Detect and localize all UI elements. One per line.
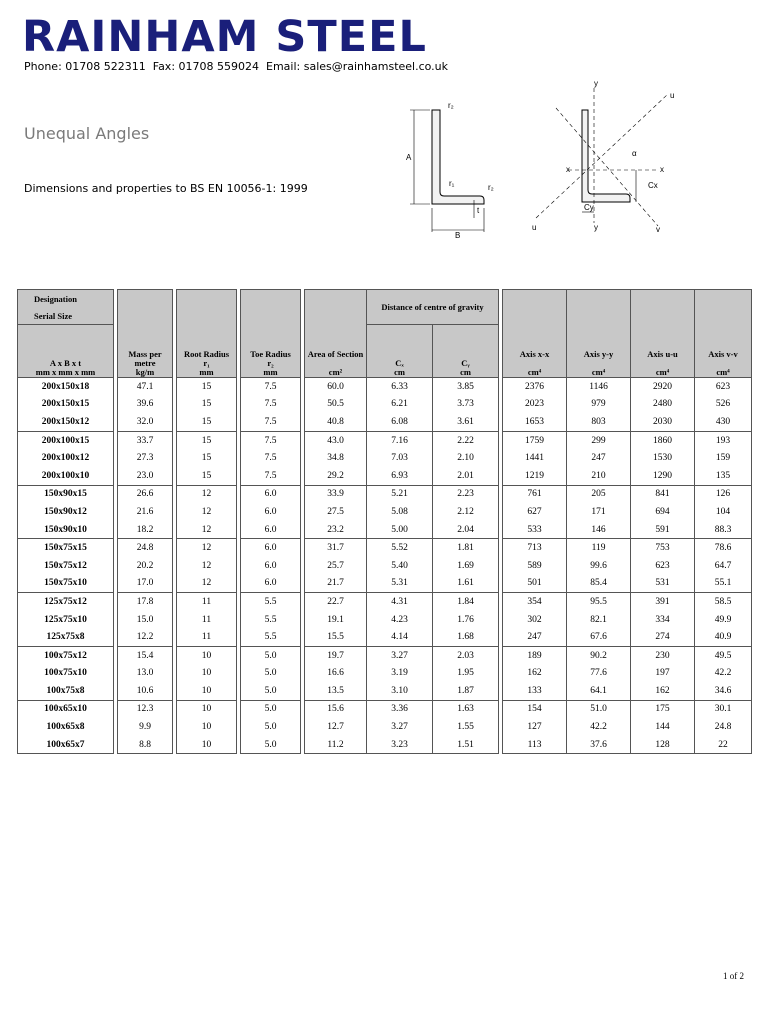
value-cell: 12.7 xyxy=(305,718,367,736)
value-cell: 6.0 xyxy=(241,485,301,503)
value-cell: 12 xyxy=(177,521,237,539)
value-cell: 11 xyxy=(177,593,237,611)
designation-cell: 100x65x10 xyxy=(18,700,114,718)
value-cell: 354 xyxy=(503,593,567,611)
table-row xyxy=(18,539,752,557)
cx-header: Cₓ cm xyxy=(367,325,433,378)
value-cell: 4.14 xyxy=(367,628,433,646)
value-cell: 128 xyxy=(631,736,695,754)
serial-size-header: Serial Size xyxy=(18,308,114,325)
value-cell: 82.1 xyxy=(567,611,631,629)
axes-diagram xyxy=(528,78,688,238)
value-cell: 31.7 xyxy=(305,539,367,557)
designation-cell: 150x75x10 xyxy=(18,575,114,593)
designation-cell: 100x65x8 xyxy=(18,718,114,736)
value-cell: 2.04 xyxy=(433,521,499,539)
value-cell: 4.31 xyxy=(367,593,433,611)
value-cell: 15 xyxy=(177,413,237,431)
designation-cell: 150x75x15 xyxy=(18,539,114,557)
value-cell: 10 xyxy=(177,682,237,700)
value-cell: 6.08 xyxy=(367,413,433,431)
value-cell: 1146 xyxy=(567,378,631,396)
value-cell: 171 xyxy=(567,503,631,521)
value-cell: 2.22 xyxy=(433,431,499,449)
value-cell: 99.6 xyxy=(567,557,631,575)
value-cell: 533 xyxy=(503,521,567,539)
value-cell: 55.1 xyxy=(695,575,752,593)
value-cell: 85.4 xyxy=(567,575,631,593)
value-cell: 95.5 xyxy=(567,593,631,611)
table-row xyxy=(18,736,752,754)
designation-header: Designation xyxy=(18,290,114,309)
value-cell: 1.81 xyxy=(433,539,499,557)
value-cell: 23.0 xyxy=(118,467,173,485)
value-cell: 13.5 xyxy=(305,682,367,700)
value-cell: 20.2 xyxy=(118,557,173,575)
value-cell: 6.0 xyxy=(241,503,301,521)
value-cell: 15 xyxy=(177,431,237,449)
value-cell: 302 xyxy=(503,611,567,629)
value-cell: 49.5 xyxy=(695,646,752,664)
value-cell: 3.61 xyxy=(433,413,499,431)
value-cell: 1.84 xyxy=(433,593,499,611)
table-row xyxy=(18,431,752,449)
value-cell: 526 xyxy=(695,396,752,414)
value-cell: 162 xyxy=(503,665,567,683)
value-cell: 1759 xyxy=(503,431,567,449)
designation-cell: 200x100x12 xyxy=(18,449,114,467)
value-cell: 12 xyxy=(177,503,237,521)
value-cell: 1.55 xyxy=(433,718,499,736)
value-cell: 299 xyxy=(567,431,631,449)
table-row xyxy=(18,503,752,521)
value-cell: 58.5 xyxy=(695,593,752,611)
designation-cell: 200x100x15 xyxy=(18,431,114,449)
value-cell: 10 xyxy=(177,646,237,664)
axis-xx-header: Axis x-x cm⁴ xyxy=(503,325,567,378)
value-cell: 1653 xyxy=(503,413,567,431)
cy-header: Cᵧ cm xyxy=(433,325,499,378)
axis-uu-header: Axis u-u cm⁴ xyxy=(631,325,695,378)
value-cell: 6.0 xyxy=(241,521,301,539)
axis-u-top-label: u xyxy=(670,91,675,100)
value-cell: 1.76 xyxy=(433,611,499,629)
value-cell: 21.7 xyxy=(305,575,367,593)
value-cell: 7.5 xyxy=(241,467,301,485)
designation-cell: 200x150x12 xyxy=(18,413,114,431)
value-cell: 49.9 xyxy=(695,611,752,629)
value-cell: 15.5 xyxy=(305,628,367,646)
value-cell: 13.0 xyxy=(118,665,173,683)
value-cell: 6.0 xyxy=(241,575,301,593)
value-cell: 4.23 xyxy=(367,611,433,629)
value-cell: 7.5 xyxy=(241,449,301,467)
value-cell: 6.93 xyxy=(367,467,433,485)
value-cell: 29.2 xyxy=(305,467,367,485)
contact-line: Phone: 01708 522311 Fax: 01708 559024 Email: sales@rainhamsteel.co.uk xyxy=(24,60,449,73)
value-cell: 5.0 xyxy=(241,665,301,683)
value-cell: 10 xyxy=(177,700,237,718)
value-cell: 7.5 xyxy=(241,378,301,396)
standard-subtitle: Dimensions and properties to BS EN 10056-1: 1999 xyxy=(24,182,308,195)
value-cell: 88.3 xyxy=(695,521,752,539)
value-cell: 15.6 xyxy=(305,700,367,718)
designation-cell: 100x75x12 xyxy=(18,646,114,664)
value-cell: 22.7 xyxy=(305,593,367,611)
value-cell: 21.6 xyxy=(118,503,173,521)
value-cell: 64.7 xyxy=(695,557,752,575)
page-number: 1 of 2 xyxy=(723,971,744,981)
table-row xyxy=(18,378,752,396)
value-cell: 50.5 xyxy=(305,396,367,414)
value-cell: 47.1 xyxy=(118,378,173,396)
value-cell: 3.27 xyxy=(367,646,433,664)
table-row xyxy=(18,718,752,736)
properties-table-body xyxy=(18,378,752,754)
value-cell: 197 xyxy=(631,665,695,683)
angle-section-diagram xyxy=(400,100,510,240)
value-cell: 1.69 xyxy=(433,557,499,575)
value-cell: 10.6 xyxy=(118,682,173,700)
table-row xyxy=(18,449,752,467)
axis-x-right-label: x xyxy=(660,165,664,174)
value-cell: 162 xyxy=(631,682,695,700)
value-cell: 5.0 xyxy=(241,718,301,736)
value-cell: 334 xyxy=(631,611,695,629)
table-row xyxy=(18,646,752,664)
axis-v-label: v xyxy=(656,225,660,234)
value-cell: 2376 xyxy=(503,378,567,396)
axis-u-bottom-label: u xyxy=(532,223,537,232)
value-cell: 78.6 xyxy=(695,539,752,557)
designation-cell: 150x90x12 xyxy=(18,503,114,521)
value-cell: 753 xyxy=(631,539,695,557)
brand-title: RAINHAM STEEL xyxy=(22,12,427,62)
value-cell: 6.21 xyxy=(367,396,433,414)
value-cell: 33.7 xyxy=(118,431,173,449)
value-cell: 8.8 xyxy=(118,736,173,754)
value-cell: 5.5 xyxy=(241,593,301,611)
value-cell: 3.36 xyxy=(367,700,433,718)
value-cell: 175 xyxy=(631,700,695,718)
angle-outline-axes xyxy=(582,110,630,202)
axis-yy-header: Axis y-y cm⁴ xyxy=(567,325,631,378)
value-cell: 2.23 xyxy=(433,485,499,503)
mass-header: Mass per metre kg/m xyxy=(118,325,173,378)
value-cell: 2.03 xyxy=(433,646,499,664)
value-cell: 135 xyxy=(695,467,752,485)
value-cell: 205 xyxy=(567,485,631,503)
value-cell: 90.2 xyxy=(567,646,631,664)
value-cell: 391 xyxy=(631,593,695,611)
value-cell: 7.03 xyxy=(367,449,433,467)
value-cell: 1.68 xyxy=(433,628,499,646)
value-cell: 3.23 xyxy=(367,736,433,754)
value-cell: 24.8 xyxy=(118,539,173,557)
value-cell: 15 xyxy=(177,467,237,485)
value-cell: 15 xyxy=(177,396,237,414)
axis-y-bottom-label: y xyxy=(594,223,598,232)
alpha-label: α xyxy=(632,149,637,158)
table-row xyxy=(18,628,752,646)
value-cell: 42.2 xyxy=(695,665,752,683)
value-cell: 12.2 xyxy=(118,628,173,646)
value-cell: 3.27 xyxy=(367,718,433,736)
table-row xyxy=(18,700,752,718)
value-cell: 17.8 xyxy=(118,593,173,611)
table-row xyxy=(18,575,752,593)
properties-table xyxy=(17,289,752,754)
value-cell: 25.7 xyxy=(305,557,367,575)
value-cell: 5.08 xyxy=(367,503,433,521)
value-cell: 5.40 xyxy=(367,557,433,575)
cx-label: Cx xyxy=(648,181,658,190)
value-cell: 37.6 xyxy=(567,736,631,754)
value-cell: 1.95 xyxy=(433,665,499,683)
value-cell: 591 xyxy=(631,521,695,539)
value-cell: 5.5 xyxy=(241,611,301,629)
table-row xyxy=(18,665,752,683)
value-cell: 24.8 xyxy=(695,718,752,736)
value-cell: 9.9 xyxy=(118,718,173,736)
value-cell: 1290 xyxy=(631,467,695,485)
value-cell: 127 xyxy=(503,718,567,736)
value-cell: 430 xyxy=(695,413,752,431)
value-cell: 1530 xyxy=(631,449,695,467)
designation-cell: 200x150x18 xyxy=(18,378,114,396)
root-radius-header: Root Radius r₁ mm xyxy=(177,325,237,378)
toe-radius-header: Toe Radius r₂ mm xyxy=(241,325,301,378)
value-cell: 16.6 xyxy=(305,665,367,683)
cy-label: Cy xyxy=(584,203,594,212)
value-cell: 5.52 xyxy=(367,539,433,557)
value-cell: 1.61 xyxy=(433,575,499,593)
value-cell: 159 xyxy=(695,449,752,467)
value-cell: 22 xyxy=(695,736,752,754)
table-row xyxy=(18,611,752,629)
value-cell: 6.33 xyxy=(367,378,433,396)
dim-A-label: A xyxy=(406,153,412,162)
value-cell: 15.0 xyxy=(118,611,173,629)
value-cell: 5.0 xyxy=(241,736,301,754)
value-cell: 5.31 xyxy=(367,575,433,593)
designation-cell: 100x75x8 xyxy=(18,682,114,700)
value-cell: 694 xyxy=(631,503,695,521)
r1-label: r₁ xyxy=(449,179,455,188)
axis-x-left-label: x xyxy=(566,165,570,174)
value-cell: 10 xyxy=(177,665,237,683)
axis-y-top-label: y xyxy=(594,79,598,88)
value-cell: 2.12 xyxy=(433,503,499,521)
axis-vv-header: Axis v-v cm⁴ xyxy=(695,325,752,378)
value-cell: 104 xyxy=(695,503,752,521)
table-row xyxy=(18,682,752,700)
value-cell: 27.5 xyxy=(305,503,367,521)
value-cell: 2.01 xyxy=(433,467,499,485)
dim-B-label: B xyxy=(455,231,461,240)
value-cell: 2480 xyxy=(631,396,695,414)
value-cell: 193 xyxy=(695,431,752,449)
value-cell: 2920 xyxy=(631,378,695,396)
value-cell: 11 xyxy=(177,628,237,646)
value-cell: 12 xyxy=(177,575,237,593)
value-cell: 531 xyxy=(631,575,695,593)
value-cell: 12 xyxy=(177,485,237,503)
value-cell: 10 xyxy=(177,718,237,736)
value-cell: 1860 xyxy=(631,431,695,449)
value-cell: 11 xyxy=(177,611,237,629)
value-cell: 146 xyxy=(567,521,631,539)
value-cell: 7.5 xyxy=(241,431,301,449)
value-cell: 30.1 xyxy=(695,700,752,718)
value-cell: 841 xyxy=(631,485,695,503)
designation-cell: 200x150x15 xyxy=(18,396,114,414)
value-cell: 43.0 xyxy=(305,431,367,449)
value-cell: 501 xyxy=(503,575,567,593)
value-cell: 3.85 xyxy=(433,378,499,396)
value-cell: 1441 xyxy=(503,449,567,467)
value-cell: 15.4 xyxy=(118,646,173,664)
value-cell: 2030 xyxy=(631,413,695,431)
value-cell: 5.0 xyxy=(241,700,301,718)
designation-cell: 100x75x10 xyxy=(18,665,114,683)
value-cell: 230 xyxy=(631,646,695,664)
value-cell: 247 xyxy=(503,628,567,646)
value-cell: 5.5 xyxy=(241,628,301,646)
angle-outline xyxy=(432,110,484,204)
designation-cell: 125x75x10 xyxy=(18,611,114,629)
value-cell: 803 xyxy=(567,413,631,431)
designation-cell: 125x75x12 xyxy=(18,593,114,611)
designation-cell: 125x75x8 xyxy=(18,628,114,646)
value-cell: 627 xyxy=(503,503,567,521)
value-cell: 5.00 xyxy=(367,521,433,539)
dim-t-label: t xyxy=(477,206,480,215)
value-cell: 40.9 xyxy=(695,628,752,646)
value-cell: 34.6 xyxy=(695,682,752,700)
value-cell: 11.2 xyxy=(305,736,367,754)
value-cell: 18.2 xyxy=(118,521,173,539)
value-cell: 51.0 xyxy=(567,700,631,718)
value-cell: 42.2 xyxy=(567,718,631,736)
value-cell: 1.87 xyxy=(433,682,499,700)
value-cell: 3.73 xyxy=(433,396,499,414)
value-cell: 7.16 xyxy=(367,431,433,449)
value-cell: 10 xyxy=(177,736,237,754)
table-row xyxy=(18,593,752,611)
value-cell: 19.7 xyxy=(305,646,367,664)
value-cell: 27.3 xyxy=(118,449,173,467)
value-cell: 119 xyxy=(567,539,631,557)
value-cell: 623 xyxy=(631,557,695,575)
r2-top-label: r₂ xyxy=(448,101,454,110)
value-cell: 5.21 xyxy=(367,485,433,503)
value-cell: 15 xyxy=(177,449,237,467)
table-row xyxy=(18,396,752,414)
value-cell: 5.0 xyxy=(241,682,301,700)
value-cell: 19.1 xyxy=(305,611,367,629)
value-cell: 7.5 xyxy=(241,396,301,414)
value-cell: 1.51 xyxy=(433,736,499,754)
value-cell: 1.63 xyxy=(433,700,499,718)
value-cell: 6.0 xyxy=(241,557,301,575)
section-title: Unequal Angles xyxy=(24,124,150,143)
value-cell: 133 xyxy=(503,682,567,700)
value-cell: 39.6 xyxy=(118,396,173,414)
designation-cell: 150x90x10 xyxy=(18,521,114,539)
value-cell: 34.8 xyxy=(305,449,367,467)
value-cell: 26.6 xyxy=(118,485,173,503)
table-row xyxy=(18,485,752,503)
designation-cell: 100x65x7 xyxy=(18,736,114,754)
value-cell: 126 xyxy=(695,485,752,503)
value-cell: 3.19 xyxy=(367,665,433,683)
designation-cell: 200x100x10 xyxy=(18,467,114,485)
value-cell: 33.9 xyxy=(305,485,367,503)
value-cell: 761 xyxy=(503,485,567,503)
value-cell: 1219 xyxy=(503,467,567,485)
designation-cell: 150x75x12 xyxy=(18,557,114,575)
value-cell: 979 xyxy=(567,396,631,414)
value-cell: 713 xyxy=(503,539,567,557)
value-cell: 15 xyxy=(177,378,237,396)
value-cell: 64.1 xyxy=(567,682,631,700)
designation-cell: 150x90x15 xyxy=(18,485,114,503)
value-cell: 67.6 xyxy=(567,628,631,646)
value-cell: 17.0 xyxy=(118,575,173,593)
centroid-header: Distance of centre of gravity xyxy=(367,290,499,325)
value-cell: 589 xyxy=(503,557,567,575)
value-cell: 154 xyxy=(503,700,567,718)
area-header: Area of Section cm² xyxy=(305,325,367,378)
value-cell: 12 xyxy=(177,539,237,557)
value-cell: 6.0 xyxy=(241,539,301,557)
value-cell: 2.10 xyxy=(433,449,499,467)
value-cell: 32.0 xyxy=(118,413,173,431)
value-cell: 23.2 xyxy=(305,521,367,539)
value-cell: 60.0 xyxy=(305,378,367,396)
value-cell: 40.8 xyxy=(305,413,367,431)
value-cell: 12 xyxy=(177,557,237,575)
value-cell: 12.3 xyxy=(118,700,173,718)
value-cell: 189 xyxy=(503,646,567,664)
table-row xyxy=(18,521,752,539)
axb-header: A x B x t mm x mm x mm xyxy=(18,325,114,378)
r2-toe-label: r₂ xyxy=(488,183,494,192)
value-cell: 7.5 xyxy=(241,413,301,431)
value-cell: 3.10 xyxy=(367,682,433,700)
value-cell: 144 xyxy=(631,718,695,736)
table-row xyxy=(18,413,752,431)
value-cell: 2023 xyxy=(503,396,567,414)
value-cell: 210 xyxy=(567,467,631,485)
value-cell: 5.0 xyxy=(241,646,301,664)
table-row xyxy=(18,467,752,485)
value-cell: 623 xyxy=(695,378,752,396)
value-cell: 274 xyxy=(631,628,695,646)
value-cell: 77.6 xyxy=(567,665,631,683)
value-cell: 247 xyxy=(567,449,631,467)
table-row xyxy=(18,557,752,575)
value-cell: 113 xyxy=(503,736,567,754)
